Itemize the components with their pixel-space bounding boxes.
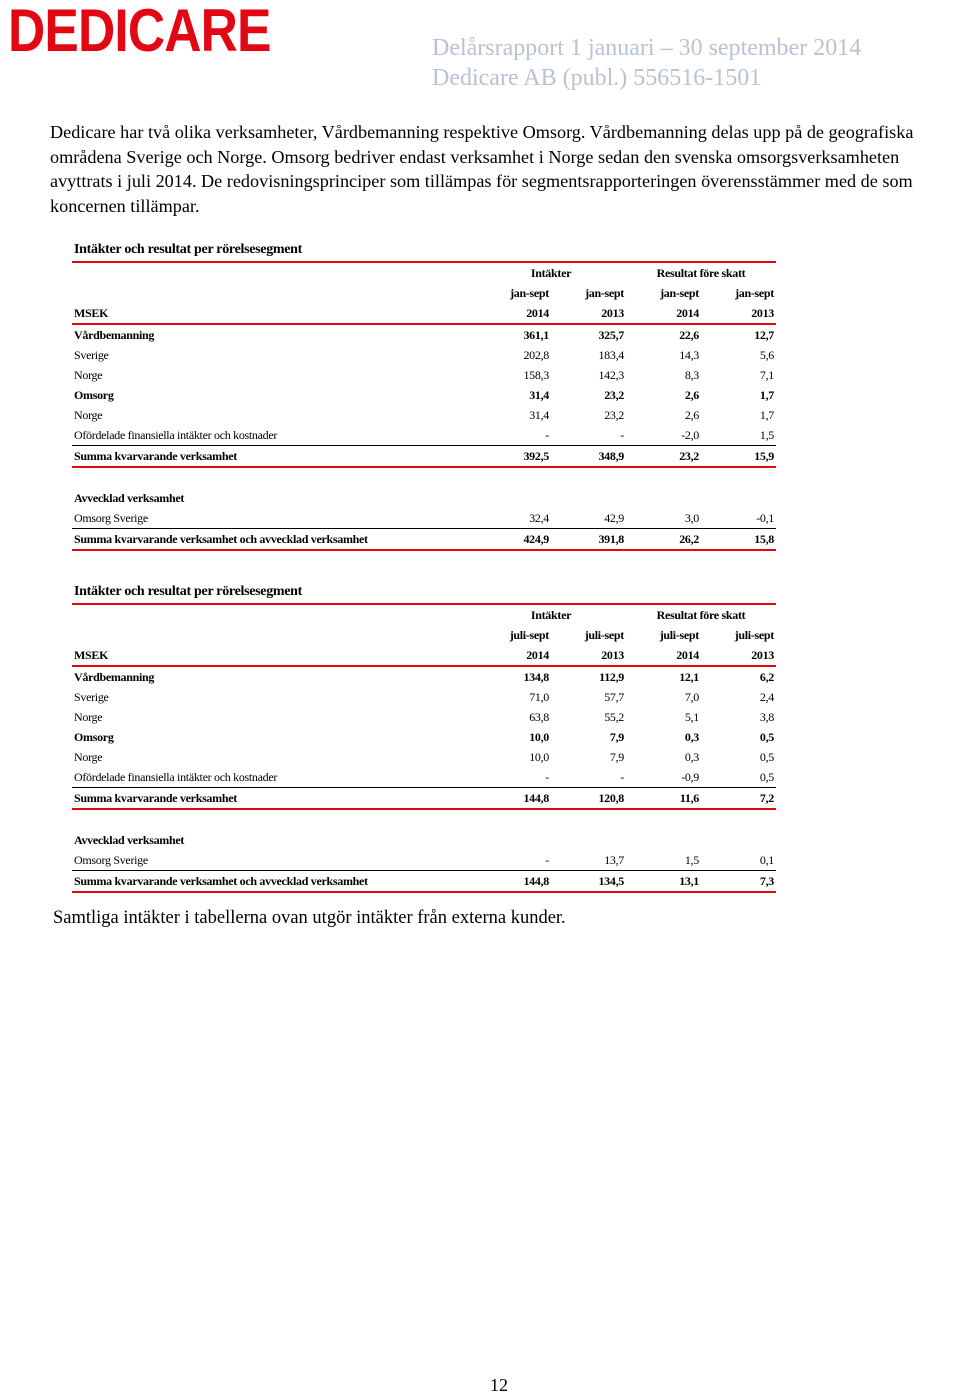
value-cell: 71,0	[529, 689, 549, 704]
table-row	[72, 446, 776, 468]
row-label: Omsorg Sverige	[72, 850, 476, 871]
table-row	[72, 365, 776, 385]
value-cell: 183,4	[598, 347, 624, 362]
value-cell: 23,2	[604, 407, 624, 422]
year-header: 2013	[701, 645, 776, 666]
segment-table-body	[72, 239, 776, 550]
value-cell: 22,6	[679, 327, 699, 342]
table-row	[72, 666, 776, 687]
table-row	[72, 767, 776, 788]
value-cell: 13,1	[626, 871, 701, 893]
table-row	[72, 687, 776, 707]
table-row	[72, 345, 776, 365]
unit-label: MSEK	[72, 303, 476, 324]
value-cell: 32,4	[476, 508, 551, 529]
period-header: juli-sept	[734, 627, 774, 642]
value-cell: 0,5	[759, 729, 774, 744]
spacer-row	[72, 467, 776, 488]
table-title-row	[72, 239, 776, 262]
value-cell: 1,7	[759, 407, 774, 422]
group-result-header: Resultat före skatt	[656, 607, 746, 622]
value-cell: -	[476, 425, 551, 446]
value-cell: 8,3	[684, 367, 699, 382]
table-row	[72, 508, 776, 529]
group-revenue-header: Intäkter	[530, 607, 572, 622]
value-cell: 31,4	[529, 407, 549, 422]
value-cell: 3,8	[759, 709, 774, 724]
value-cell: 134,8	[523, 669, 549, 684]
row-label: Summa kvarvarande verksamhet och avvecklad verksamhet	[72, 529, 476, 551]
value-cell: 7,1	[759, 367, 774, 382]
table-row	[72, 707, 776, 727]
value-cell: 2,4	[759, 689, 774, 704]
year-header: 2014	[476, 303, 551, 324]
table-row	[72, 405, 776, 425]
value-cell: 0,3	[684, 749, 699, 764]
group-revenue-header: Intäkter	[530, 265, 572, 280]
value-cell: -	[551, 425, 626, 446]
value-cell: 55,2	[604, 709, 624, 724]
value-cell: 7,9	[609, 729, 624, 744]
footnote: Samtliga intäkter i tabellerna ovan utgör intäkter från externa kunder.	[53, 908, 566, 928]
value-cell: 325,7	[598, 327, 624, 342]
value-cell: 26,2	[626, 529, 701, 551]
section-heading-row	[72, 488, 776, 508]
row-label: Norge	[74, 407, 103, 422]
page-number: 12	[490, 1375, 508, 1395]
year-row	[72, 645, 776, 666]
value-cell: 5,6	[759, 347, 774, 362]
intro-paragraph: Dedicare har två olika verksamheter, Vårdbemanning respektive Omsorg. Vårdbemanning delas upp på de geografiska områdena Sverige och Norge. Omsorg bedriver endast verksamhet i Norge sedan den svenska omsorgsverksamheten avyttrats i juli 2014. De redovisningsprinciper som tillämpas för segmentsrapporteringen överensstämmer med de som koncernen tillämpar.	[50, 122, 914, 216]
table-title: Intäkter och resultat per rörelsesegment	[72, 581, 776, 604]
segment-table-jan-sept	[72, 239, 776, 551]
value-cell: 10,0	[529, 749, 549, 764]
period-row	[72, 283, 776, 303]
value-cell: 158,3	[523, 367, 549, 382]
row-label: Norge	[74, 709, 103, 724]
year-header: 2013	[701, 303, 776, 324]
table-title-row	[72, 581, 776, 604]
value-cell: 42,9	[551, 508, 626, 529]
value-cell: -	[476, 850, 551, 871]
table-row	[72, 727, 776, 747]
dedicare-logo: DEDICARE	[8, 0, 271, 64]
group-result-header: Resultat före skatt	[656, 265, 746, 280]
table-row	[72, 425, 776, 446]
value-cell: 7,0	[684, 689, 699, 704]
spacer-row	[72, 809, 776, 830]
period-header: jan-sept	[510, 285, 549, 300]
value-cell: 23,2	[626, 446, 701, 468]
section-heading-row	[72, 830, 776, 850]
year-row	[72, 303, 776, 324]
value-cell: 144,8	[476, 871, 551, 893]
table-row	[72, 788, 776, 810]
value-cell: 2,6	[684, 407, 699, 422]
period-header: jan-sept	[735, 285, 774, 300]
value-cell: 120,8	[551, 788, 626, 810]
row-label: Omsorg	[74, 729, 114, 744]
segment-table-body	[72, 581, 776, 892]
value-cell: 15,9	[701, 446, 776, 468]
blank-cell	[72, 604, 476, 625]
report-title	[432, 33, 952, 93]
table-title: Intäkter och resultat per rörelsesegment	[72, 239, 776, 262]
value-cell: 1,7	[759, 387, 774, 402]
period-row	[72, 625, 776, 645]
year-header: 2013	[551, 645, 626, 666]
value-cell: 31,4	[529, 387, 549, 402]
value-cell: 0,1	[701, 850, 776, 871]
blank-cell	[72, 283, 476, 303]
value-cell: 142,3	[598, 367, 624, 382]
row-label: Ofördelade finansiella intäkter och kostnader	[72, 767, 476, 788]
value-cell: 1,5	[626, 850, 701, 871]
value-cell: 15,8	[701, 529, 776, 551]
row-label: Summa kvarvarande verksamhet	[72, 446, 476, 468]
value-cell: 7,3	[701, 871, 776, 893]
value-cell: 5,1	[684, 709, 699, 724]
report-title-line-2: Dedicare AB (publ.) 556516-1501	[432, 65, 762, 91]
year-header: 2014	[476, 645, 551, 666]
value-cell: 57,7	[604, 689, 624, 704]
row-label: Sverige	[74, 347, 109, 362]
table-row	[72, 850, 776, 871]
row-label: Ofördelade finansiella intäkter och kostnader	[72, 425, 476, 446]
row-label: Summa kvarvarande verksamhet och avvecklad verksamhet	[72, 871, 476, 893]
value-cell: 348,9	[551, 446, 626, 468]
row-label: Vårdbemanning	[74, 327, 155, 342]
value-cell: 424,9	[476, 529, 551, 551]
blank-cell	[72, 262, 476, 283]
value-cell: 134,5	[551, 871, 626, 893]
value-cell: 392,5	[476, 446, 551, 468]
year-header: 2013	[551, 303, 626, 324]
year-header: 2014	[626, 645, 701, 666]
period-header: juli-sept	[659, 627, 699, 642]
value-cell: 112,9	[599, 669, 624, 684]
value-cell: 14,3	[679, 347, 699, 362]
row-label: Summa kvarvarande verksamhet	[72, 788, 476, 810]
value-cell: 12,1	[679, 669, 699, 684]
row-label: Sverige	[74, 689, 109, 704]
table-row	[72, 324, 776, 345]
value-cell: 3,0	[626, 508, 701, 529]
value-cell: 391,8	[551, 529, 626, 551]
period-header: jan-sept	[660, 285, 699, 300]
spacer-cell	[72, 809, 776, 830]
year-header: 2014	[626, 303, 701, 324]
value-cell: 12,7	[754, 327, 774, 342]
value-cell: -	[551, 767, 626, 788]
table-row	[72, 385, 776, 405]
row-label: Vårdbemanning	[74, 669, 155, 684]
value-cell: 7,9	[609, 749, 624, 764]
value-cell: 0,5	[701, 767, 776, 788]
report-title-line-1: Delårsrapport 1 januari – 30 september 2014	[432, 35, 862, 61]
period-header: juli-sept	[509, 627, 549, 642]
table-row	[72, 747, 776, 767]
section-heading: Avvecklad verksamhet	[74, 832, 185, 847]
value-cell: 63,8	[529, 709, 549, 724]
value-cell: 361,1	[523, 327, 549, 342]
period-header: juli-sept	[584, 627, 624, 642]
column-group-row	[72, 604, 776, 625]
value-cell: -0,9	[626, 767, 701, 788]
value-cell: 1,5	[701, 425, 776, 446]
value-cell: -2,0	[626, 425, 701, 446]
section-heading: Avvecklad verksamhet	[74, 490, 185, 505]
value-cell: 2,6	[684, 387, 699, 402]
row-label: Norge	[74, 367, 103, 382]
table-row	[72, 871, 776, 893]
unit-label: MSEK	[72, 645, 476, 666]
value-cell: 0,3	[684, 729, 699, 744]
value-cell: 13,7	[551, 850, 626, 871]
value-cell: 7,2	[701, 788, 776, 810]
value-cell: 144,8	[476, 788, 551, 810]
row-label: Norge	[74, 749, 103, 764]
value-cell: -0,1	[701, 508, 776, 529]
value-cell: 10,0	[529, 729, 549, 744]
row-label: Omsorg Sverige	[72, 508, 476, 529]
value-cell: 0,5	[759, 749, 774, 764]
value-cell: 6,2	[759, 669, 774, 684]
value-cell: 23,2	[604, 387, 624, 402]
column-group-row	[72, 262, 776, 283]
period-header: jan-sept	[585, 285, 624, 300]
segment-table-juli-sept	[72, 581, 776, 893]
table-row	[72, 529, 776, 551]
spacer-cell	[72, 467, 776, 488]
value-cell: 11,6	[626, 788, 701, 810]
row-label: Omsorg	[74, 387, 114, 402]
value-cell: -	[476, 767, 551, 788]
blank-cell	[72, 625, 476, 645]
value-cell: 202,8	[523, 347, 549, 362]
